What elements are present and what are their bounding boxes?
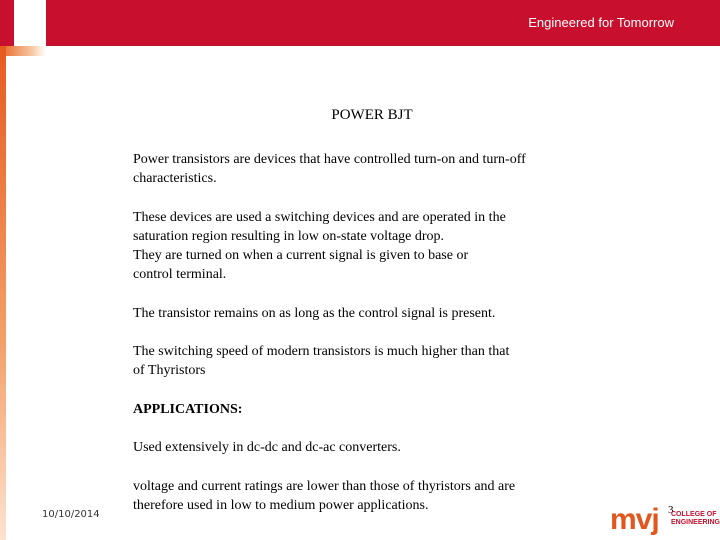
paragraph-line: therefore used in low to medium power applications. xyxy=(133,498,429,513)
paragraph-line: Power transistors are devices that have controlled turn-on and turn-off xyxy=(133,152,526,167)
applications-heading: APPLICATIONS: xyxy=(133,402,243,417)
logo-mark: mvj xyxy=(610,503,659,536)
paragraph-2 xyxy=(133,208,603,284)
paragraph-line: voltage and current ratings are lower than those of thyristors and are xyxy=(133,479,516,494)
header-tagline: Engineered for Tomorrow xyxy=(528,15,674,30)
logo-text-line: ENGINEERING xyxy=(671,519,720,526)
footer-date: 10/10/2014 xyxy=(42,509,100,520)
college-logo xyxy=(610,505,720,537)
paragraph-line: control terminal. xyxy=(133,267,227,282)
page-number: 3 xyxy=(668,504,674,516)
header-banner-corner xyxy=(0,0,14,46)
logo-text xyxy=(671,511,720,527)
paragraph-4 xyxy=(133,342,603,380)
paragraph-1 xyxy=(133,150,603,188)
side-accent-top xyxy=(0,46,46,56)
paragraph-line: The switching speed of modern transistors is much higher than that xyxy=(133,344,510,359)
application-item-2 xyxy=(133,477,603,515)
paragraph-3 xyxy=(133,304,603,323)
paragraph-line: of Thyristors xyxy=(133,363,206,378)
paragraph-line: They are turned on when a current signal is given to base or xyxy=(133,248,469,263)
paragraph-line: These devices are used a switching devices and are operated in the xyxy=(133,210,506,225)
paragraph-line: Used extensively in dc-dc and dc-ac converters. xyxy=(133,440,401,455)
paragraph-line: saturation region resulting in low on-state voltage drop. xyxy=(133,229,445,244)
slide-title: POWER BJT xyxy=(331,107,413,123)
paragraph-line: The transistor remains on as long as the control signal is present. xyxy=(133,306,496,321)
application-item-1 xyxy=(133,438,603,457)
paragraph-line: characteristics. xyxy=(133,171,217,186)
logo-text-line: COLLEGE OF xyxy=(671,511,717,518)
